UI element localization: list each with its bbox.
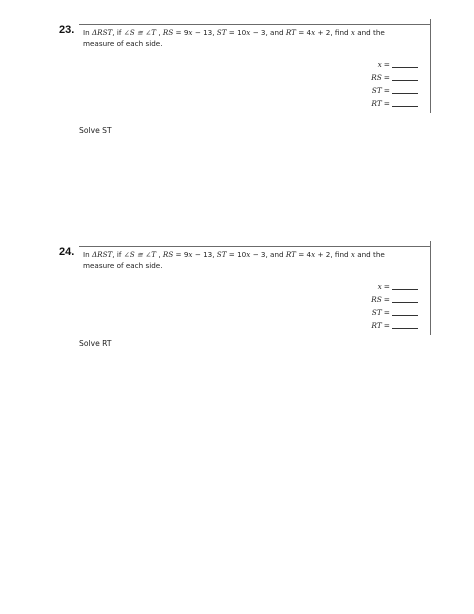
side-rs: RS	[162, 28, 174, 37]
answer-label: RS	[371, 73, 382, 82]
answer-blank-line[interactable]	[392, 327, 418, 329]
answer-label: x	[377, 282, 382, 291]
answer-blank-line[interactable]	[392, 314, 418, 316]
stem-text: = 4	[295, 28, 312, 37]
problem-number: 24.	[59, 246, 75, 258]
variable-x: x	[311, 250, 316, 259]
variable-x: x	[246, 250, 251, 259]
answer-st[interactable]	[338, 84, 418, 97]
equals-sign: =	[383, 308, 390, 317]
problem-box	[79, 24, 431, 113]
answer-label: RT	[371, 321, 382, 330]
stem-text: = 9	[173, 28, 189, 37]
stem-text: and the measure of each side.	[83, 250, 385, 270]
congruence-statement: ∠S ≅ ∠T	[123, 250, 157, 259]
work-note: Solve RT	[79, 339, 112, 348]
variable-x: x	[246, 28, 251, 37]
stem-text: − 3, and	[250, 28, 286, 37]
answer-x[interactable]	[338, 280, 418, 293]
variable-x: x	[350, 250, 355, 259]
answer-blank-line[interactable]	[392, 105, 418, 107]
stem-text: and the measure of each side.	[83, 28, 385, 48]
stem-text: = 4	[295, 250, 312, 259]
answer-label: RS	[371, 295, 382, 304]
variable-x: x	[311, 28, 316, 37]
equals-sign: =	[383, 282, 390, 291]
equals-sign: =	[383, 295, 390, 304]
answer-blank-line[interactable]	[392, 288, 418, 290]
stem-text: − 3, and	[250, 250, 286, 259]
equals-sign: =	[383, 73, 390, 82]
answer-label: ST	[371, 86, 382, 95]
stem-text: , if	[112, 250, 124, 259]
answer-blank-line[interactable]	[392, 66, 418, 68]
triangle-label: ΔRST	[91, 28, 113, 37]
side-rs: RS	[162, 250, 174, 259]
stem-text: In	[83, 28, 92, 37]
stem-text: , if	[112, 28, 124, 37]
stem-text: = 10	[226, 250, 247, 259]
problem-statement	[83, 249, 413, 271]
stem-text: = 9	[173, 250, 189, 259]
answer-x[interactable]	[338, 58, 418, 71]
stem-text: ,	[156, 28, 163, 37]
answer-label: ST	[371, 308, 382, 317]
box-corner-tick	[430, 19, 431, 25]
answer-st[interactable]	[338, 306, 418, 319]
answer-blanks	[338, 58, 418, 110]
answer-rs[interactable]	[338, 293, 418, 306]
equals-sign: =	[383, 321, 390, 330]
answer-label: x	[377, 60, 382, 69]
answer-blank-line[interactable]	[392, 301, 418, 303]
equals-sign: =	[383, 99, 390, 108]
side-st: ST	[216, 250, 227, 259]
stem-text: + 2, find	[315, 28, 351, 37]
congruence-statement: ∠S ≅ ∠T	[123, 28, 157, 37]
work-note: Solve ST	[79, 126, 112, 135]
answer-blank-line[interactable]	[392, 79, 418, 81]
stem-text: − 13,	[192, 28, 217, 37]
equals-sign: =	[383, 60, 390, 69]
variable-x: x	[188, 250, 193, 259]
equals-sign: =	[383, 86, 390, 95]
stem-text: − 13,	[192, 250, 217, 259]
answer-rt[interactable]	[338, 97, 418, 110]
problem-number: 23.	[59, 24, 75, 36]
side-rt: RT	[285, 28, 296, 37]
answer-blank-line[interactable]	[392, 92, 418, 94]
side-rt: RT	[285, 250, 296, 259]
stem-text: + 2, find	[315, 250, 351, 259]
triangle-label: ΔRST	[91, 250, 113, 259]
box-corner-tick	[430, 241, 431, 247]
answer-blanks	[338, 280, 418, 332]
problem-statement	[83, 27, 413, 49]
stem-text: = 10	[226, 28, 247, 37]
answer-label: RT	[371, 99, 382, 108]
problem-box	[79, 246, 431, 335]
variable-x: x	[188, 28, 193, 37]
answer-rt[interactable]	[338, 319, 418, 332]
stem-text: ,	[156, 250, 163, 259]
variable-x: x	[350, 28, 355, 37]
answer-rs[interactable]	[338, 71, 418, 84]
side-st: ST	[216, 28, 227, 37]
stem-text: In	[83, 250, 92, 259]
